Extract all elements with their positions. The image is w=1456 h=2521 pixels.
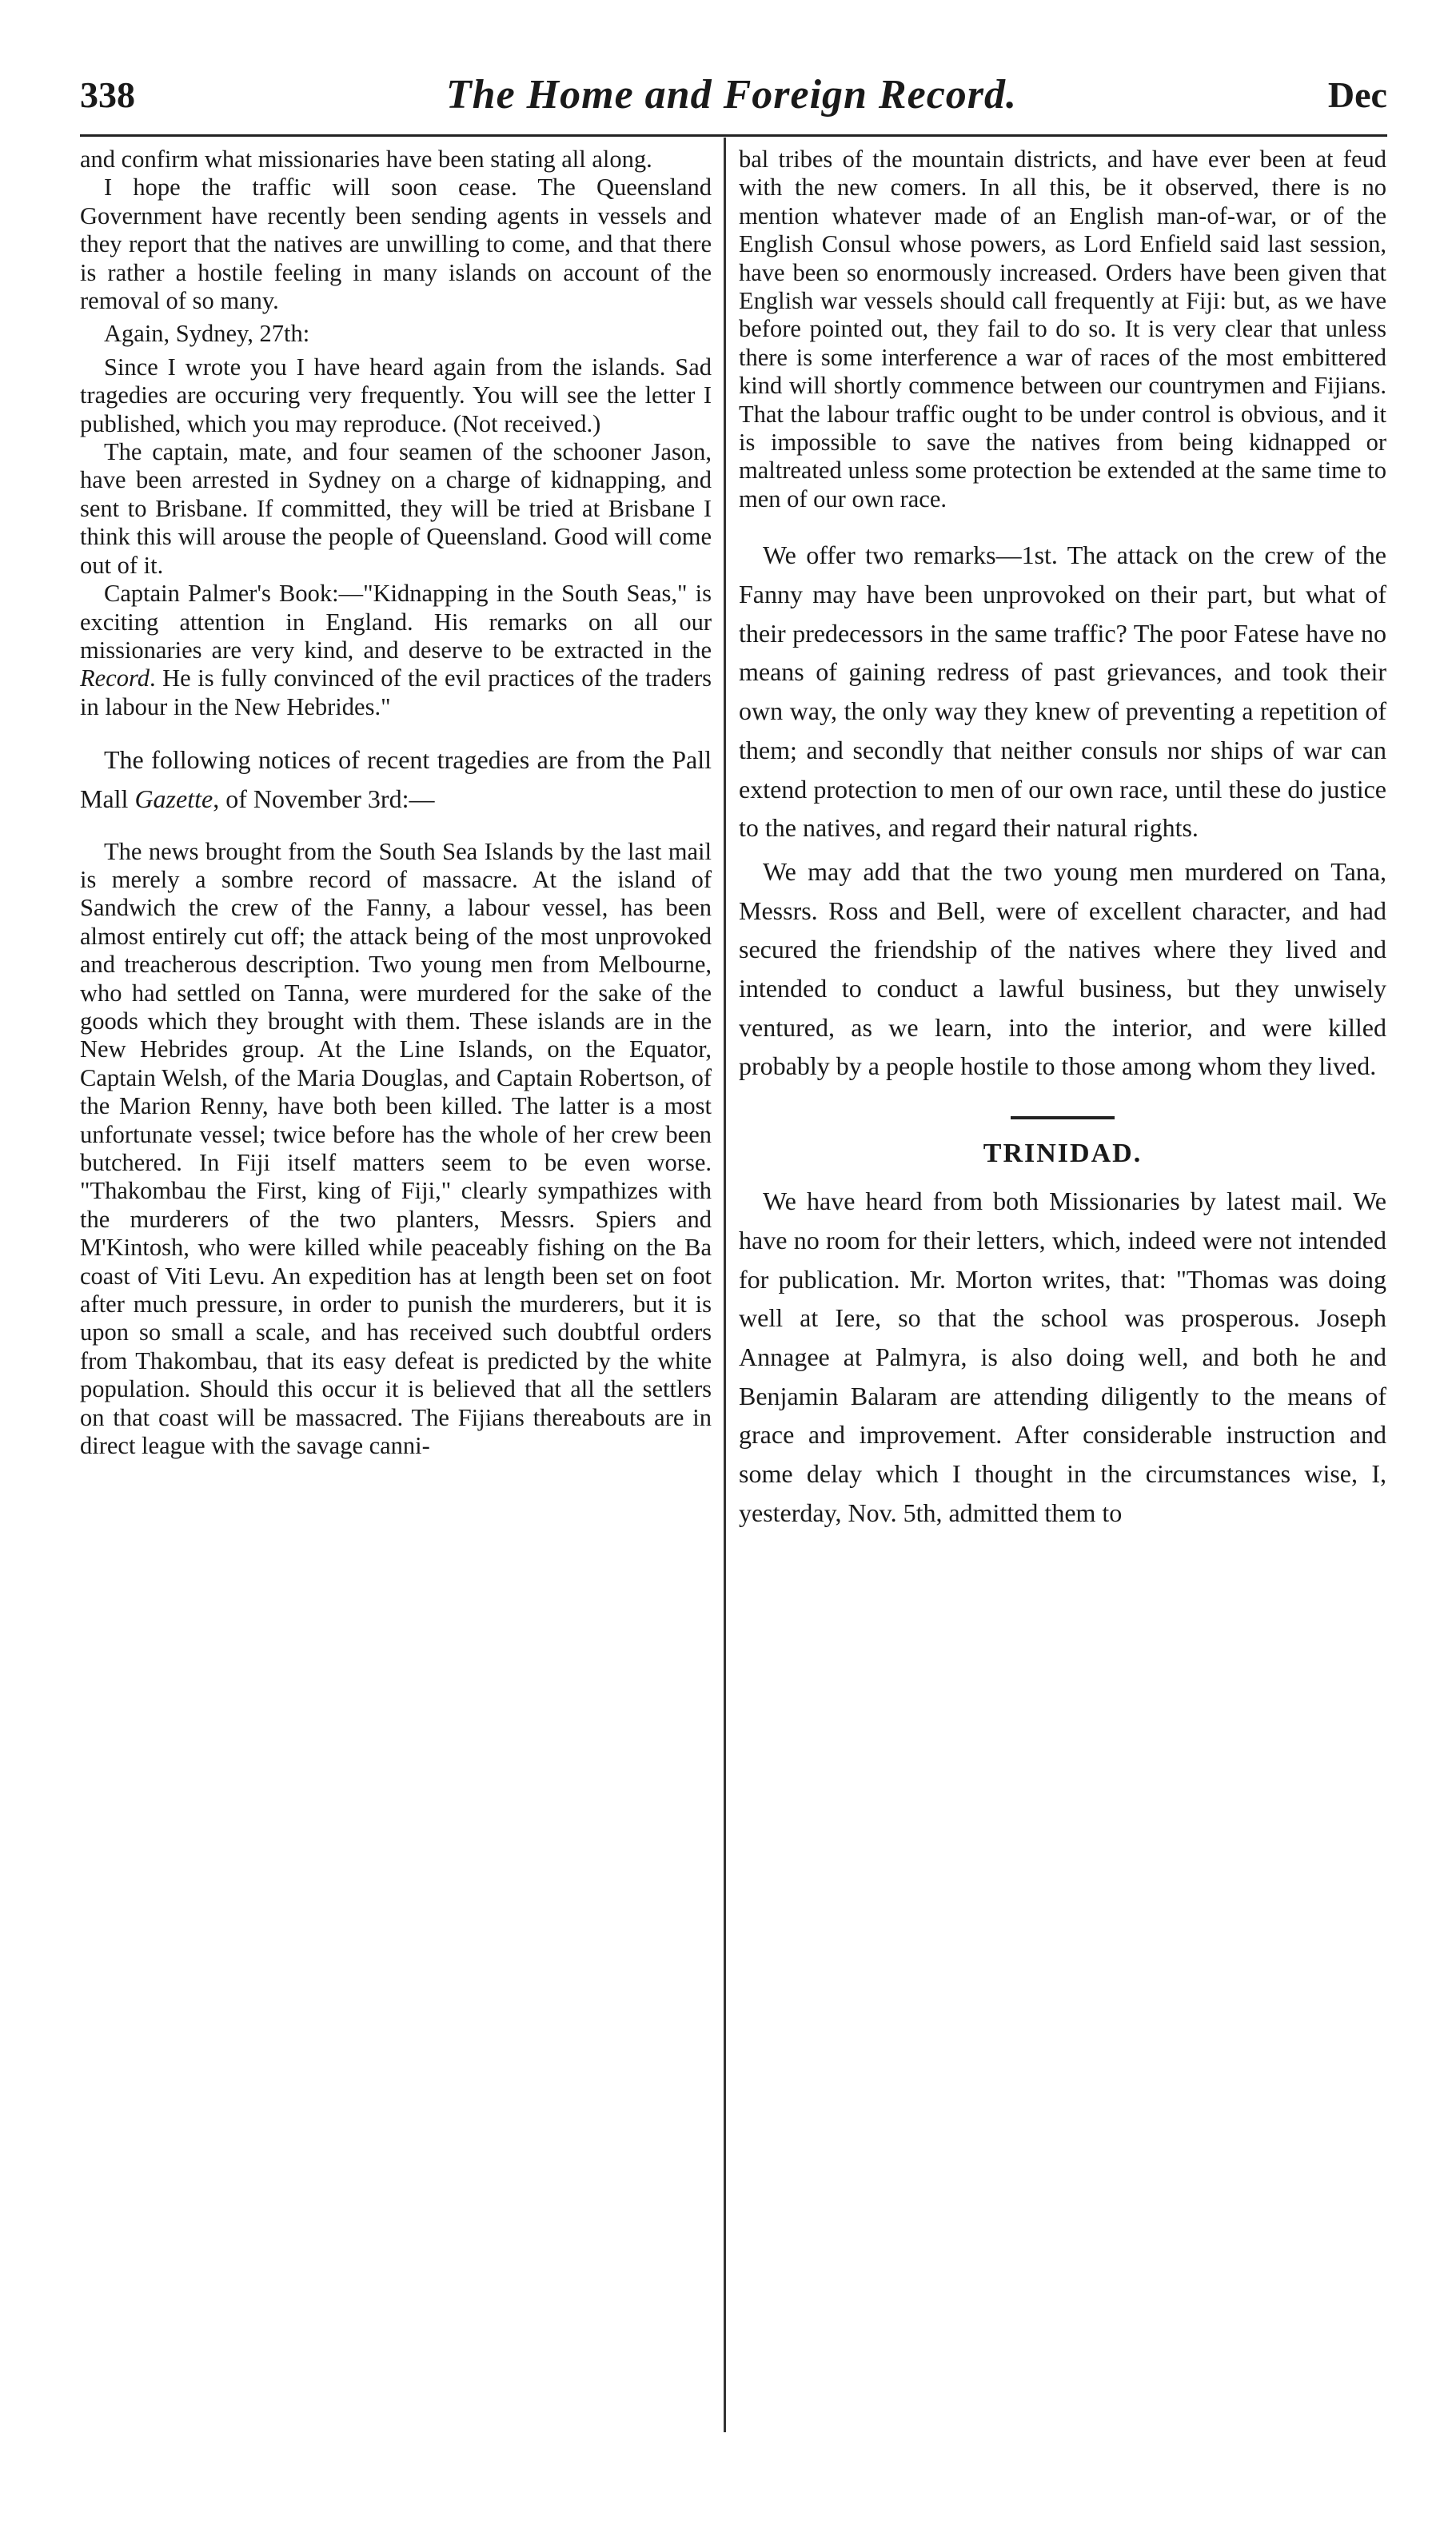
running-header (80, 62, 1387, 126)
paragraph: Again, Sydney, 27th: (104, 320, 310, 348)
paragraph: bal tribes of the mountain districts, and have ever been at feud with the new comers. In all this, be it observed, there is no mention whatever made of an English man-of-war, or of the English Consul whose powers, as Lord Enfield said last session, have been so enormously increased. Orders have been given that English war vessels should call frequently at Fiji: but, as we have before pointed out, they fail to do so. It is very clear that unless there is some interference a war of races of the most embittered kind will shortly commence between our countrymen and Fijians. That the labour traffic ought to be under control is obvious, and it is impossible to save the natives from being kidnapped or maltreated unless some protection be extended at the same time to men of our own race. (739, 146, 1386, 513)
section-separator (1011, 1116, 1115, 1119)
paragraph: I hope the traffic will soon cease. The Queensland Government have recently been sending agents in vessels and they report that the natives are unwilling to come, and that there is rather a hostile feeling in many islands on account of the removal of so many. (80, 174, 712, 315)
paragraph (80, 740, 712, 818)
column-divider (724, 138, 726, 2432)
text-run: , of November 3rd:— (213, 784, 435, 813)
right-column (739, 146, 1386, 1532)
text-run: The following notices of recent tragedies are from the Pall Mall (80, 745, 712, 813)
page-number: 338 (80, 74, 135, 115)
left-column (80, 146, 712, 1460)
paragraph: The captain, mate, and four seamen of the schooner Jason, have been arrested in Sydney on a charge of kidnapping, and sent to Brisbane. If committed, they will be tried at Brisbane I think this will arouse the people of Queensland. Good will come out of it. (80, 438, 712, 579)
paragraph: We have heard from both Missionaries by latest mail. We have no room for their letters, which, indeed were not intended for publication. Mr. Morton writes, that: "Thomas was doing well at Iere, so that the school was prosperous. Joseph Annagee at Palmyra, is also doing well, and both he and Benjamin Balaram are attending diligently to the means of grace and improvement. After considerable instruction and some delay which I thought in the circumstances wise, I, yesterday, Nov. 5th, admitted them to (739, 1187, 1386, 1527)
paragraph: Since I wrote you I have heard again from the islands. Sad tragedies are occuring very frequently. You will see the letter I published, which you may reproduce. (Not received.) (80, 353, 712, 437)
header-rule (80, 134, 1387, 137)
paragraph: The news brought from the South Sea Islands by the last mail is merely a sombre record of massacre. At the island of Sandwich the crew of the Fanny, a labour vessel, has been almost entirely cut off; the attack being of the most unprovoked and treacherous description. Two young men from Melbourne, who had settled on Tanna, were murdered for the sake of the goods which they brought with them. These islands are in the New Hebrides group. At the Line Islands, on the Equator, Captain Welsh, of the Maria Douglas, and Captain Robertson, of the Marion Renny, have both been killed. The latter is a most unfortunate vessel; twice before has the whole of her crew been butchered. In Fiji itself matters seem to be even worse. "Thakombau the First, king of Fiji," clearly sympathizes with the murderers of the two planters, Messrs. Spiers and M'Kintosh, who were killed while peaceably fishing on the Ba coast of Viti Levu. An expedition has at length been set on foot after much pressure, in order to punish the murderers, but it is upon so small a scale, and has received such doubtful orders from Thakombau, that its easy defeat is predicted by the white population. Should this occur it is believed that all the settlers on that coast will be massacred. The Fijians thereabouts are in direct league with the savage canni- (80, 837, 712, 1460)
section-title: TRINIDAD. (983, 1139, 1143, 1169)
header-month: Dec (1327, 74, 1387, 115)
journal-title: The Home and Foreign Record. (445, 71, 1018, 118)
paragraph (80, 580, 712, 721)
text-run: . He is fully convinced of the evil practices of the traders in labour in the New Hebrides." (80, 664, 712, 720)
paragraph: and confirm what missionaries have been stating all along. (80, 146, 652, 173)
paragraph: We offer two remarks—1st. The attack on the crew of the Fanny may have been unprovoked on their part, but what of their predecessors in the same traffic? The poor Fatese have no means of gaining redress of past grievances, and took their own way, the only way they knew of preventing a repetition of them; and secondly that neither consuls nor ships of war can extend protection to men of our own race, until these do justice to the natives, and regard their natural rights. (739, 540, 1386, 843)
italic-run: Record (80, 664, 150, 692)
italic-run: Gazette (134, 784, 213, 813)
paragraph: We may add that the two young men murdered on Tana, Messrs. Ross and Bell, were of excellent character, and had secured the friendship of the natives where they lived and intended to conduct a lawful business, but they unwisely ventured, as we learn, into the interior, and were killed probably by a people hostile to those among whom they lived. (739, 856, 1386, 1081)
text-run: Captain Palmer's Book:—"Kidnapping in the South Seas," is exciting attention in England. His remarks on all our missionaries are very kind, and deserve to be extracted in the (80, 580, 712, 664)
